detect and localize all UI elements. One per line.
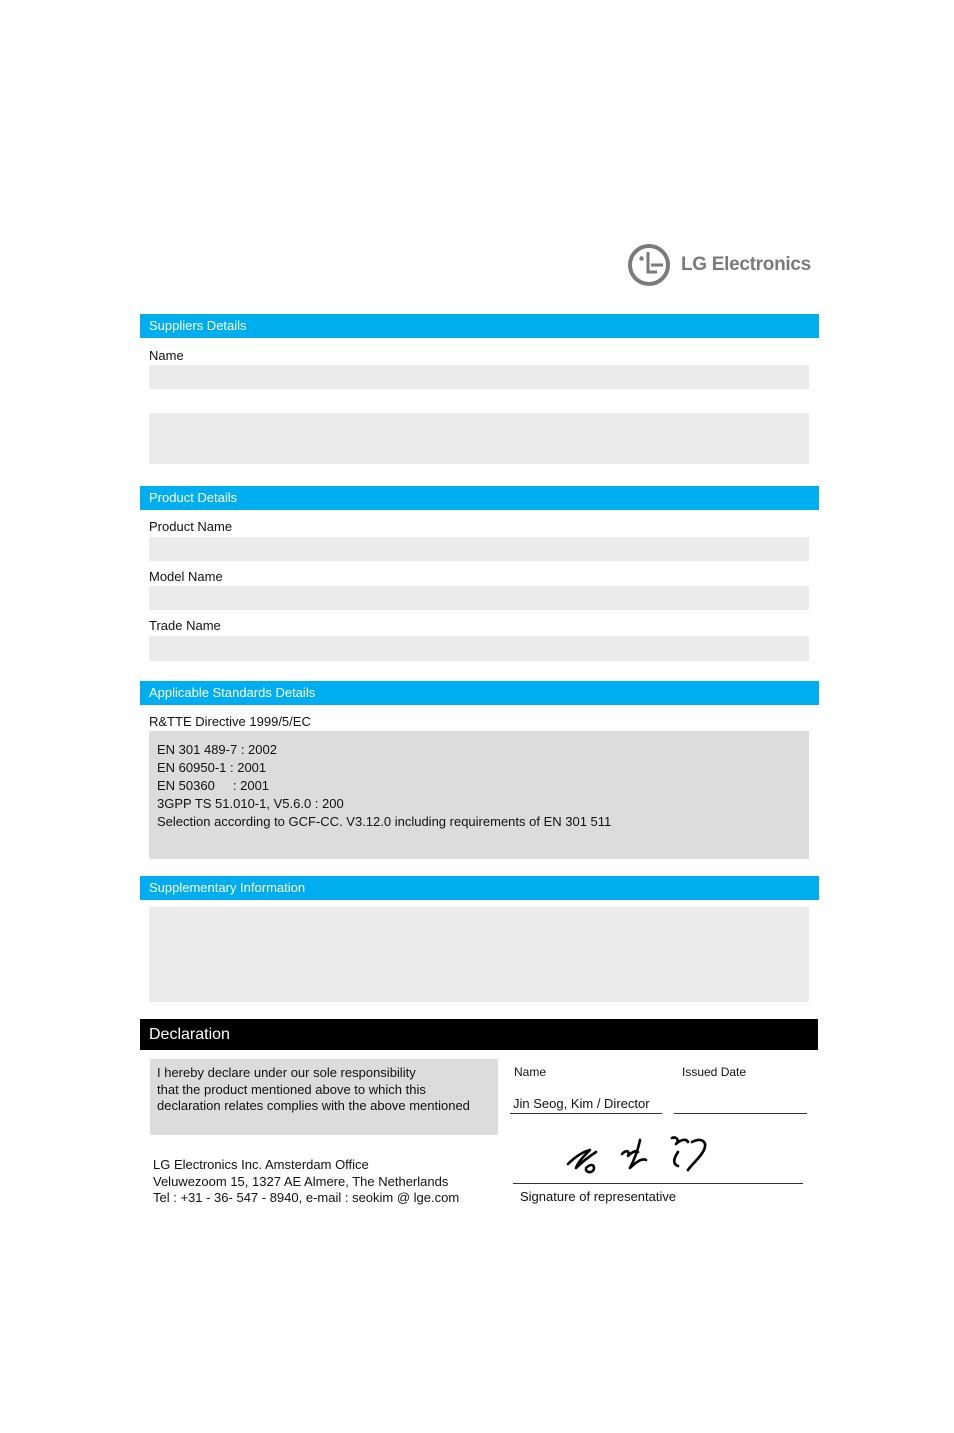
declaration-line: that the product mentioned above to which this bbox=[157, 1081, 426, 1097]
standard-line: EN 301 489-7 : 2002 bbox=[157, 742, 277, 757]
standard-line: 3GPP TS 51.010-1, V5.6.0 : 200 bbox=[157, 796, 344, 811]
declaration-statement bbox=[150, 1059, 498, 1135]
supplier-address-field[interactable] bbox=[149, 413, 809, 464]
signer-name-value: Jin Seog, Kim / Director bbox=[513, 1096, 650, 1111]
supplementary-info-field[interactable] bbox=[149, 907, 809, 1002]
standards-list bbox=[149, 731, 809, 859]
standard-line: Selection according to GCF-CC. V3.12.0 including requirements of EN 301 511 bbox=[157, 814, 612, 829]
office-address bbox=[153, 1157, 459, 1207]
standards-details-header: Applicable Standards Details bbox=[140, 681, 819, 705]
supplier-name-label: Name bbox=[149, 348, 184, 363]
address-line: Tel : +31 - 36- 547 - 8940, e-mail : seokim @ lge.com bbox=[153, 1190, 460, 1205]
product-details-header: Product Details bbox=[140, 486, 819, 510]
model-name-field[interactable] bbox=[149, 586, 809, 610]
product-name-label: Product Name bbox=[149, 519, 233, 534]
address-line: Veluwezoom 15, 1327 AE Almere, The Netherlands bbox=[153, 1173, 449, 1189]
signature-rule bbox=[513, 1183, 803, 1184]
trade-name-field[interactable] bbox=[149, 636, 809, 661]
product-name-field[interactable] bbox=[149, 537, 809, 561]
declaration-line: declaration relates complies with the above mentioned bbox=[157, 1098, 470, 1113]
lg-logo-text: LG Electronics bbox=[681, 254, 811, 275]
issued-date-rule bbox=[674, 1113, 807, 1114]
directive-label: R&TTE Directive 1999/5/EC bbox=[149, 714, 311, 729]
model-name-label: Model Name bbox=[149, 569, 223, 584]
lg-logo-mark-icon bbox=[627, 243, 671, 287]
signature-label: Signature of representative bbox=[520, 1189, 677, 1204]
lg-logo bbox=[627, 243, 827, 287]
declaration-header: Declaration bbox=[140, 1019, 818, 1050]
supplier-name-field[interactable] bbox=[149, 365, 809, 389]
supplementary-info-header: Supplementary Information bbox=[140, 876, 819, 900]
declaration-line: I hereby declare under our sole responsibility bbox=[157, 1065, 416, 1080]
handwritten-signature bbox=[560, 1128, 720, 1178]
signer-name-rule bbox=[510, 1113, 662, 1114]
standard-line: EN 60950-1 : 2001 bbox=[157, 760, 267, 775]
trade-name-label: Trade Name bbox=[149, 618, 221, 633]
issued-date-label: Issued Date bbox=[682, 1065, 747, 1079]
address-line: LG Electronics Inc. Amsterdam Office bbox=[153, 1157, 369, 1172]
signer-name-label: Name bbox=[514, 1065, 547, 1079]
suppliers-details-header: Suppliers Details bbox=[140, 314, 819, 338]
standard-line: EN 50360 : 2001 bbox=[157, 778, 270, 793]
